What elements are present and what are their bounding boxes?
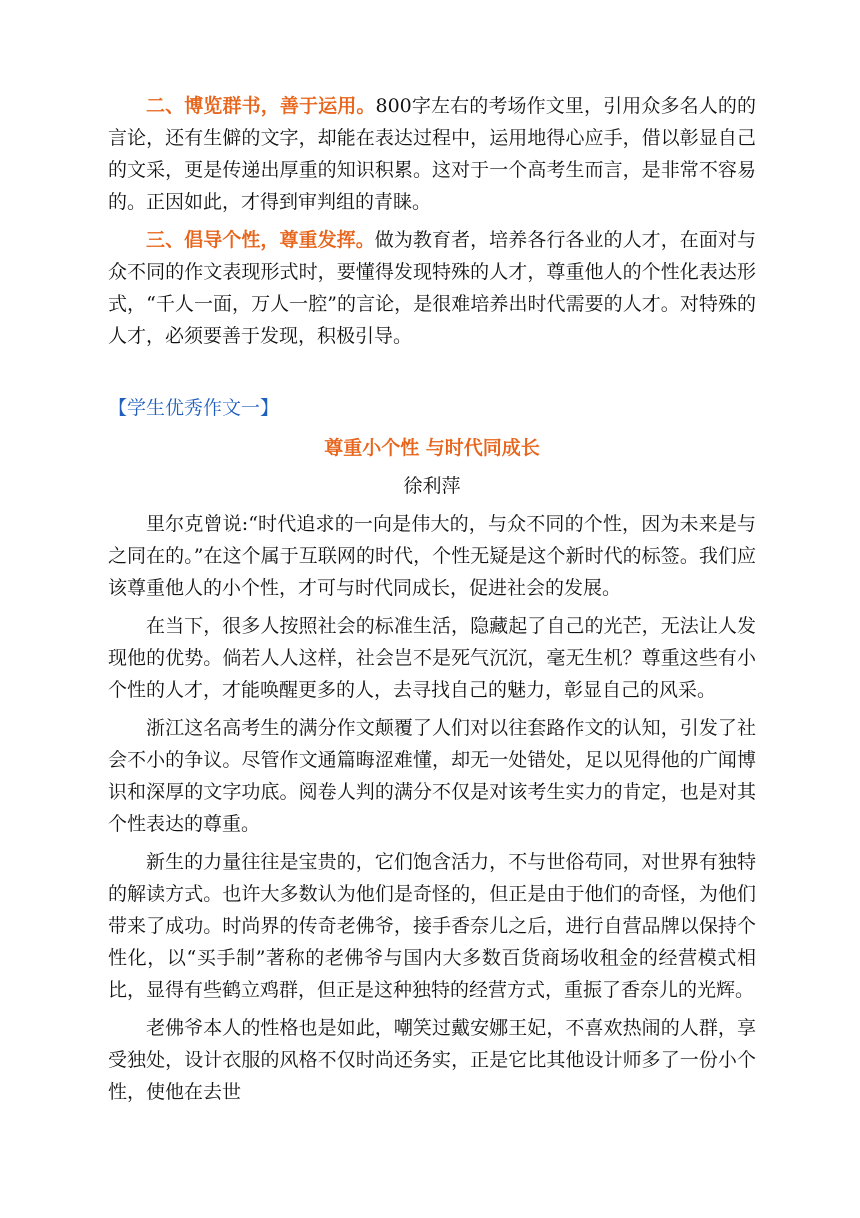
essay-paragraph: 新生的力量往往是宝贵的，它们饱含活力，不与世俗苟同，对世界有独特的解读方式。也许大多数认为他们是奇怪的，但正是由于他们的奇怪，为他们带来了成功。时尚界的传奇老佛爷，接手香奈儿之后，进行自营品牌以保持个性化，以“买手制”著称的老佛爷与国内大多数百货商场收租金的经营模式相比，显得有些鹤立鸡群，但正是这种独特的经营方式，重振了香奈儿的光辉。 — [108, 851, 756, 1001]
essay-paragraph: 浙江这名高考生的满分作文颠覆了人们对以往套路作文的认知，引发了社会不小的争议。尽管作文通篇晦涩难懂，却无一处错处，足以见得他的广闻博识和深厚的文字功底。阅卷人判的满分不仅是对该考生实力的肯定，也是对其个性表达的尊重。 — [108, 717, 756, 835]
essay-paragraph: 在当下，很多人按照社会的标准生活，隐藏起了自己的光芒，无法让人发现他的优势。倘若人人这样，社会岂不是死气沉沉，毫无生机？尊重这些有小个性的人才，才能唤醒更多的人，去寻找自己的魅力，彰显自己的风采。 — [108, 615, 756, 701]
section-tag: 【学生优秀作文一】 — [108, 397, 280, 419]
point-heading-3: 三、倡导个性，尊重发挥。 — [146, 229, 375, 251]
point-text-3: 做为教育者，培养各行各业的人才，在面对与众不同的作文表现形式时，要懂得发现特殊的人才，尊重他人的个性化表达形式，“千人一面，万人一腔”的言论，是很难培养出时代需要的人才。对特殊的人才，必须要善于发现，积极引导。 — [108, 229, 756, 347]
document-page — [108, 90, 756, 1108]
point-heading-2: 二、博览群书，善于运用。 — [146, 95, 376, 117]
essay-paragraph: 里尔克曾说:“时代追求的一向是伟大的，与众不同的个性，因为未来是与之同在的。”在这个属于互联网的时代，个性无疑是这个新时代的标签。我们应该尊重他人的小个性，才可与时代同成长，促进社会的发展。 — [108, 513, 756, 599]
essay-title: 尊重小个性 与时代同成长 — [324, 437, 540, 459]
spacer — [108, 352, 756, 392]
intro-paragraph-2 — [108, 90, 756, 218]
essay-author: 徐利萍 — [403, 475, 461, 497]
essay-paragraph: 老佛爷本人的性格也是如此，嘲笑过戴安娜王妃，不喜欢热闹的人群，享受独处，设计衣服的风格不仅时尚还务实，正是它比其他设计师多了一份小个性，使他在去世 — [108, 1017, 756, 1103]
point-text-2: 800字左右的考场作文里，引用众多名人的的言论，还有生僻的文字，却能在表达过程中，运用地得心应手，借以彰显自己的文采，更是传递出厚重的知识积累。这对于一个高考生而言，是非常不容易的。正因如此，才得到审判组的青睐。 — [108, 95, 756, 213]
intro-paragraph-3 — [108, 224, 756, 352]
